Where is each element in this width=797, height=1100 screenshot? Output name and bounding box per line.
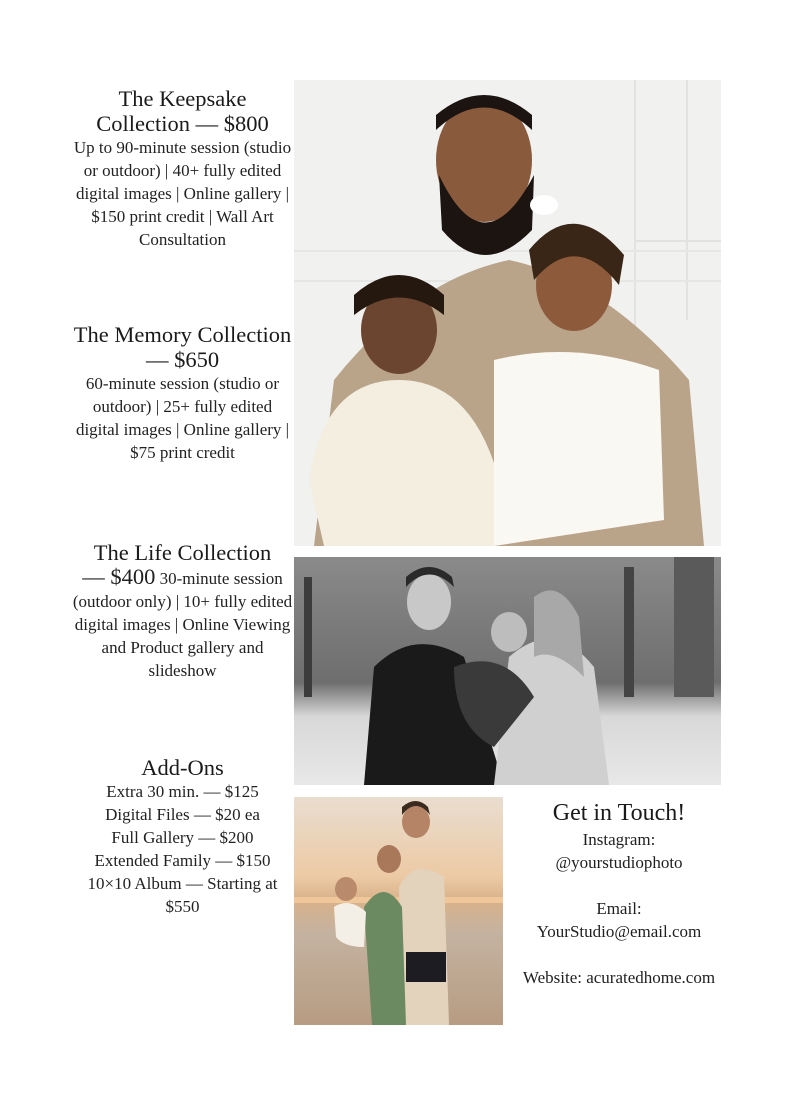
package-description: — $400 30-minute session (outdoor only) | 10+ fully edited digital images | Online Viewing and Product gallery and slideshow [72, 564, 293, 680]
website-line [512, 966, 726, 989]
photo-studio-family [294, 80, 721, 546]
package-price: — $400 [82, 564, 156, 589]
package-keepsake [70, 86, 295, 251]
addons-title: Add-Ons [141, 755, 224, 780]
website-label: Website: [522, 968, 582, 987]
website-link[interactable]: acuratedhome.com [586, 968, 716, 987]
addons [70, 755, 295, 918]
addon-item: 10×10 Album — Starting at $550 [87, 874, 278, 916]
package-description: Up to 90-minute session (studio or outdoor) | 40+ fully edited digital images | Online gallery | $150 print credit | Wall Art Consultation [73, 138, 292, 249]
instagram-label: Instagram: [582, 830, 656, 849]
package-life [70, 540, 295, 682]
addon-item: Extended Family — $150 [94, 851, 271, 870]
package-title: The Life Collection [93, 540, 272, 565]
package-title: The Keepsake Collection — $800 [96, 86, 269, 136]
email-label: Email: [596, 899, 642, 918]
contact-section [512, 798, 726, 989]
photo-beach-family [294, 797, 503, 1025]
instagram-handle[interactable]: @yourstudiophoto [555, 853, 683, 872]
addon-item: Extra 30 min. — $125 [106, 782, 259, 801]
contact-title: Get in Touch! [552, 800, 686, 826]
package-memory [70, 322, 295, 464]
package-title: The Memory Collection — $650 [73, 322, 292, 372]
package-description: 60-minute session (studio or outdoor) | 25+ fully edited digital images | Online gallery | $75 print credit [75, 374, 290, 462]
email-address[interactable]: YourStudio@email.com [536, 922, 702, 941]
photo-bw-couple-baby [294, 557, 721, 785]
addon-item: Digital Files — $20 ea [105, 805, 260, 824]
addon-item: Full Gallery — $200 [111, 828, 254, 847]
